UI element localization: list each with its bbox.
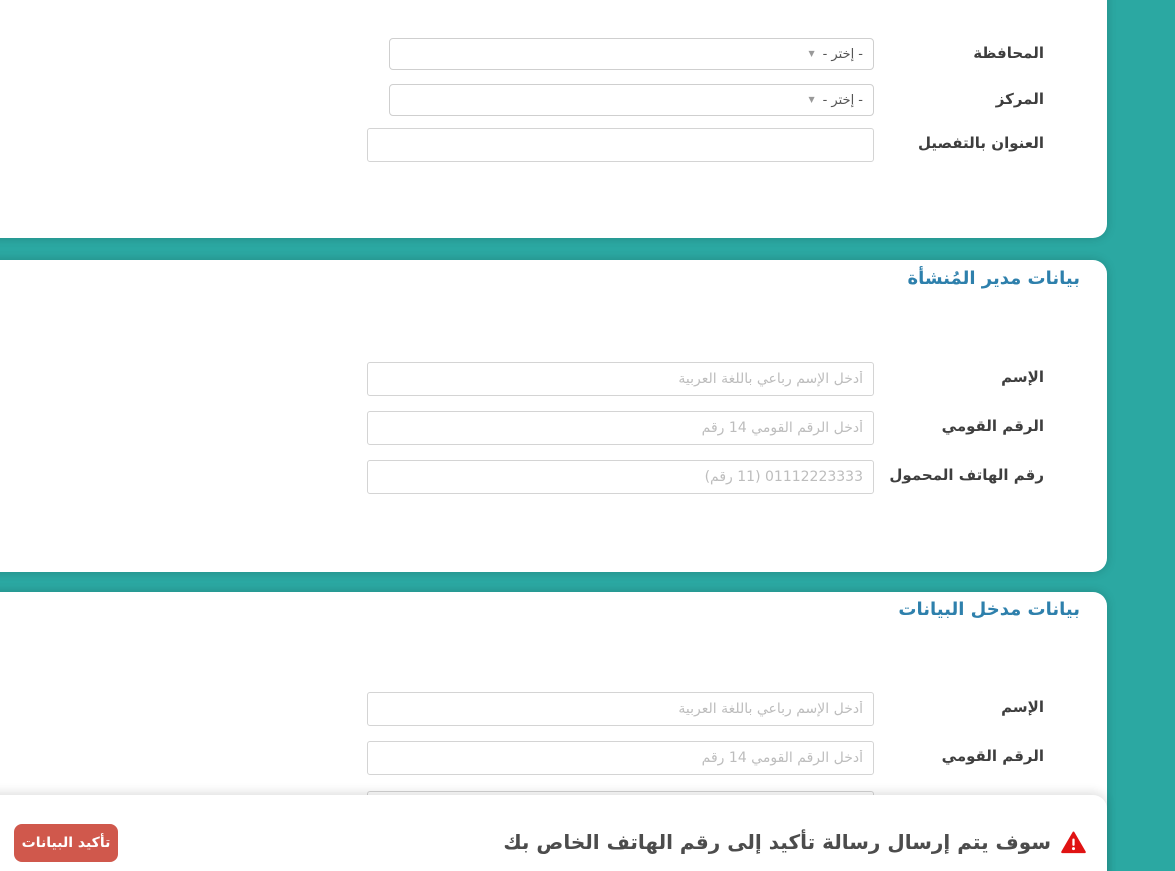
address-card [0, 0, 1107, 238]
detailed-address-input[interactable] [367, 128, 874, 162]
manager-name-input[interactable] [367, 362, 874, 396]
district-select[interactable] [389, 84, 874, 116]
entry-name-input[interactable] [367, 692, 874, 726]
data-entry-section-title: بيانات مدخل البيانات [898, 599, 1080, 620]
warning-message [503, 825, 1086, 859]
manager-mobile-label: رقم الهاتف المحمول [889, 466, 1044, 484]
manager-mobile-input[interactable] [367, 460, 874, 494]
chevron-down-icon: ▼ [808, 49, 815, 58]
manager-card [0, 260, 1107, 572]
manager-national-id-input[interactable] [367, 411, 874, 445]
entry-name-label: الإسم [1001, 698, 1044, 716]
exclamation-triangle-icon [1061, 831, 1086, 854]
district-label: المركز [995, 90, 1044, 108]
confirm-data-button[interactable]: تأكيد البيانات [14, 824, 118, 862]
manager-section-title: بيانات مدير المُنشأة [907, 268, 1080, 289]
manager-name-label: الإسم [1001, 368, 1044, 386]
governorate-label: المحافظة [973, 44, 1044, 62]
district-select-value: - إختر - [822, 92, 863, 108]
detailed-address-label: العنوان بالتفصيل [917, 134, 1044, 152]
governorate-select-value: - إختر - [822, 46, 863, 62]
governorate-select[interactable] [389, 38, 874, 70]
warning-text: سوف يتم إرسال رسالة تأكيد إلى رقم الهاتف الخاص بك [503, 830, 1051, 854]
footer-bar [0, 795, 1107, 871]
chevron-down-icon: ▼ [808, 95, 815, 104]
manager-national-id-label: الرقم القومي [941, 417, 1044, 435]
entry-national-id-label: الرقم القومي [941, 747, 1044, 765]
entry-national-id-input[interactable] [367, 741, 874, 775]
